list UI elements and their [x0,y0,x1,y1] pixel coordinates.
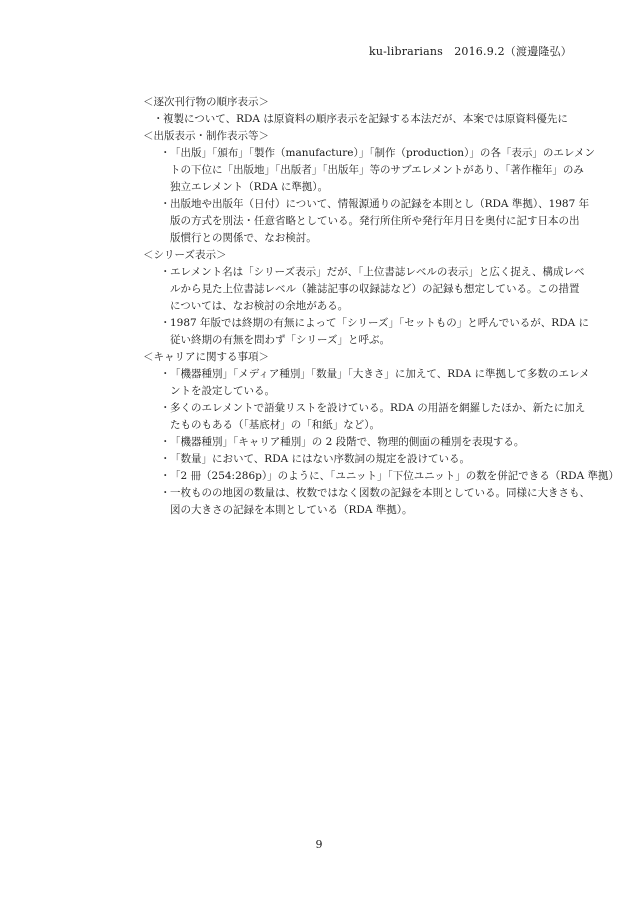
section-heading-serial-numbering: ＜逐次刊行物の順序表示＞ [143,96,269,108]
bullet-marker: ・ [160,266,171,278]
page-number: 9 [315,838,323,851]
item-text-line: 「数量」において、RDA にはない序数詞の規定を設けている。 [170,453,471,465]
item-text-line: 「出版」「頒布」「製作（manufacture）」「制作（production）」の各「表示」のエレメン [170,147,596,159]
bullet-marker: ・ [160,487,171,499]
section-heading-series-statement: ＜シリーズ表示＞ [143,249,227,261]
item-text-line: トの下位に「出版地」「出版者」「出版年」等のサブエレメントがあり、「著作権年」のみ [170,164,584,176]
item-text-line: ルから見た上位書誌レベル（雑誌記事の収録誌など）の記録も想定している。この措置 [170,283,580,295]
list-item [143,485,595,519]
item-text-line: 複製について、RDA は原資料の順序表示を記録する本法だが、本案では原資料優先に [163,113,568,125]
item-text-line: 一枚ものの地図の数量は、枚数ではなく図数の記録を本則としている。同様に大きさも、 [170,487,590,499]
bullet-marker: ・ [160,470,171,482]
bullet-marker: ・ [160,453,171,465]
list-item [143,434,595,451]
section-heading-publication-statement: ＜出版表示・制作表示等＞ [143,130,269,142]
section-heading-carrier: ＜キャリアに関する事項＞ [143,351,269,363]
list-item [143,400,595,434]
bullet-marker: ・ [160,436,171,448]
bullet-marker: ・ [153,113,164,125]
list-item [143,366,595,400]
item-text-line: 図の大きさの記録を本則としている（RDA 準拠）。 [170,504,413,516]
item-text-line: 1987 年版では終期の有無によって「シリーズ」「セットもの」と呼んでいるが、RDA に [170,317,590,329]
bullet-marker: ・ [160,402,171,414]
page-header: ku-librarians 2016.9.2（渡邊隆弘） [368,45,572,58]
item-text-line: 版慣行との関係で、なお検討。 [170,232,317,244]
item-text-line: 「機器種別」「メディア種別」「数量」「大きさ」に加えて、RDA に準拠して多数のエレメ [170,368,590,380]
item-text-line: ントを設定している。 [170,385,275,397]
item-text-line: 従い終期の有無を問わず「シリーズ」と呼ぶ。 [170,334,391,346]
bullet-marker: ・ [160,147,171,159]
list-item [143,145,595,196]
item-text-line: については、なお検討の余地がある。 [170,300,349,312]
list-item [143,468,620,485]
bullet-marker: ・ [160,317,171,329]
bullet-marker: ・ [160,368,171,380]
list-item [143,451,595,468]
item-text-line: エレメント名は「シリーズ表示」だが、「上位書誌レベルの表示」と広く捉え、構成レベ [170,266,585,278]
item-text-line: 多くのエレメントで語彙リストを設けている。RDA の用語を網羅したほか、新たに加え [170,402,586,414]
document-body [143,94,620,519]
item-text-line: 「機器種別」「キャリア種別」の 2 段階で、物理的側面の種別を表現する。 [170,436,525,448]
item-text-line: 「2 冊（254:286p）」のように、「ユニット」「下位ユニット」の数を併記できる（RDA 準拠） [170,470,620,482]
bullet-marker: ・ [160,198,171,210]
list-item [143,111,595,128]
list-item [143,196,595,247]
item-text-line: 版の方式を別法・任意省略としている。発行所住所や発行年月日を奥付に記す日本の出 [170,215,580,227]
list-item [143,264,595,315]
list-item [143,315,595,349]
item-text-line: 独立エレメント（RDA に準拠）。 [170,181,329,193]
item-text-line: 出版地や出版年（日付）について、情報源通りの記録を本則とし（RDA 準拠）、1987 年 [170,198,590,210]
item-text-line: たものもある（「基底材」の「和紙」など）。 [170,419,380,431]
